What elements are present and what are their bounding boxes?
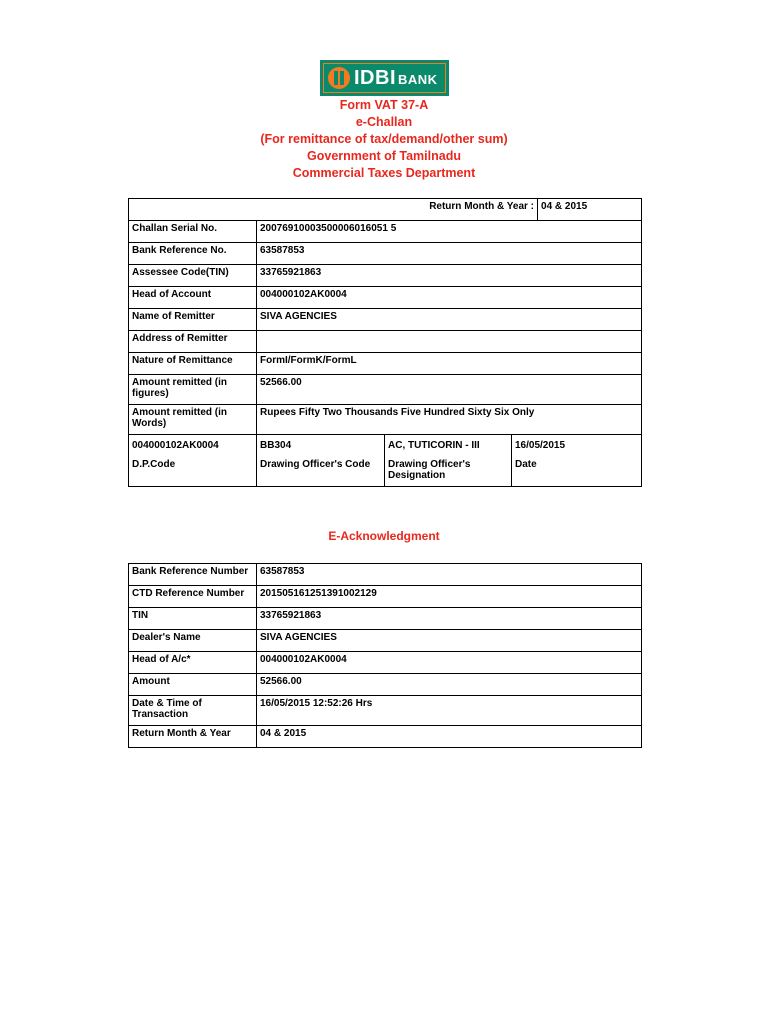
challan-serial-label: Challan Serial No. [129,221,257,243]
amount-words-value: Rupees Fifty Two Thousands Five Hundred Sixty Six Only [257,405,642,435]
date-value: 16/05/2015 [515,440,566,451]
bank-reference-value: 63587853 [257,243,642,265]
acknowledgment-table [128,563,642,748]
ack-tin-value: 33765921863 [257,608,642,630]
table-row [129,309,642,331]
return-month-row [129,199,642,221]
name-of-remitter-value: SIVA AGENCIES [257,309,642,331]
head-of-account-label: Head of Account [129,287,257,309]
return-month-value: 04 & 2015 [538,199,642,221]
acknowledgment-title: E-Acknowledgment [328,529,440,543]
table-row [129,405,642,435]
officer-code-label: Drawing Officer's Code [260,459,371,470]
ack-amount-value: 52566.00 [257,674,642,696]
designation-label: Drawing Officer's Designation [388,459,471,481]
table-row [129,630,642,652]
table-row [129,564,642,586]
date-label: Date [515,459,537,470]
bank-reference-label: Bank Reference No. [129,243,257,265]
designation-value: AC, TUTICORIN - III [388,440,480,451]
ack-dealer-name-value: SIVA AGENCIES [257,630,642,652]
ack-ctd-reference-label: CTD Reference Number [129,586,257,608]
challan-serial-value: 20076910003500006016051 5 [257,221,642,243]
table-row [129,287,642,309]
ack-head-of-account-value: 004000102AK0004 [257,652,642,674]
ack-ctd-reference-value: 201505161251391002129 [257,586,642,608]
ack-return-month-label: Return Month & Year [129,726,257,748]
form-purpose: (For remittance of tax/demand/other sum) [260,132,508,146]
ack-head-of-account-label: Head of A/c* [129,652,257,674]
ack-return-month-value: 04 & 2015 [257,726,642,748]
officer-code-value: BB304 [260,440,292,451]
logo-frame [323,63,446,93]
ack-amount-label: Amount [129,674,257,696]
table-row [129,375,642,405]
table-row [129,586,642,608]
table-row [129,674,642,696]
table-row [129,353,642,375]
return-month-label: Return Month & Year : [129,199,538,221]
dp-code-cell [129,435,257,487]
table-row [129,608,642,630]
idbi-bank-logo [320,60,449,96]
head-of-account-value: 004000102AK0004 [257,287,642,309]
assessee-code-value: 33765921863 [257,265,642,287]
designation-cell [385,435,512,487]
table-row [129,331,642,353]
assessee-code-label: Assessee Code(TIN) [129,265,257,287]
logo-text [354,67,438,90]
ack-bank-reference-label: Bank Reference Number [129,564,257,586]
officer-code-cell [257,435,385,487]
nature-of-remittance-value: FormI/FormK/FormL [257,353,642,375]
address-of-remitter-value [257,331,642,353]
amount-words-label: Amount remitted (in Words) [129,405,257,435]
nature-of-remittance-label: Nature of Remittance [129,353,257,375]
challan-table [128,198,642,487]
idbi-emblem-icon [328,67,350,89]
amount-figures-value: 52566.00 [257,375,642,405]
name-of-remitter-label: Name of Remitter [129,309,257,331]
table-row [129,265,642,287]
address-of-remitter-label: Address of Remitter [129,331,257,353]
table-row [129,726,642,748]
amount-figures-label: Amount remitted (in figures) [129,375,257,405]
ack-dealer-name-label: Dealer's Name [129,630,257,652]
department-name: Commercial Taxes Department [292,166,476,180]
dp-code-value: 004000102AK0004 [132,440,219,451]
officer-details-row [129,435,642,487]
ack-bank-reference-value: 63587853 [257,564,642,586]
form-title: Form VAT 37-A [339,98,429,112]
dp-code-label: D.P.Code [132,459,176,470]
logo-suffix: BANK [398,71,438,87]
ack-tin-label: TIN [129,608,257,630]
table-row [129,696,642,726]
date-cell [512,435,642,487]
table-row [129,221,642,243]
government-name: Government of Tamilnadu [307,149,461,163]
table-row [129,243,642,265]
table-row [129,652,642,674]
logo-name: IDBI [354,66,396,89]
ack-datetime-label: Date & Time of Transaction [129,696,257,726]
ack-datetime-value: 16/05/2015 12:52:26 Hrs [257,696,642,726]
form-subtitle: e-Challan [355,115,413,129]
